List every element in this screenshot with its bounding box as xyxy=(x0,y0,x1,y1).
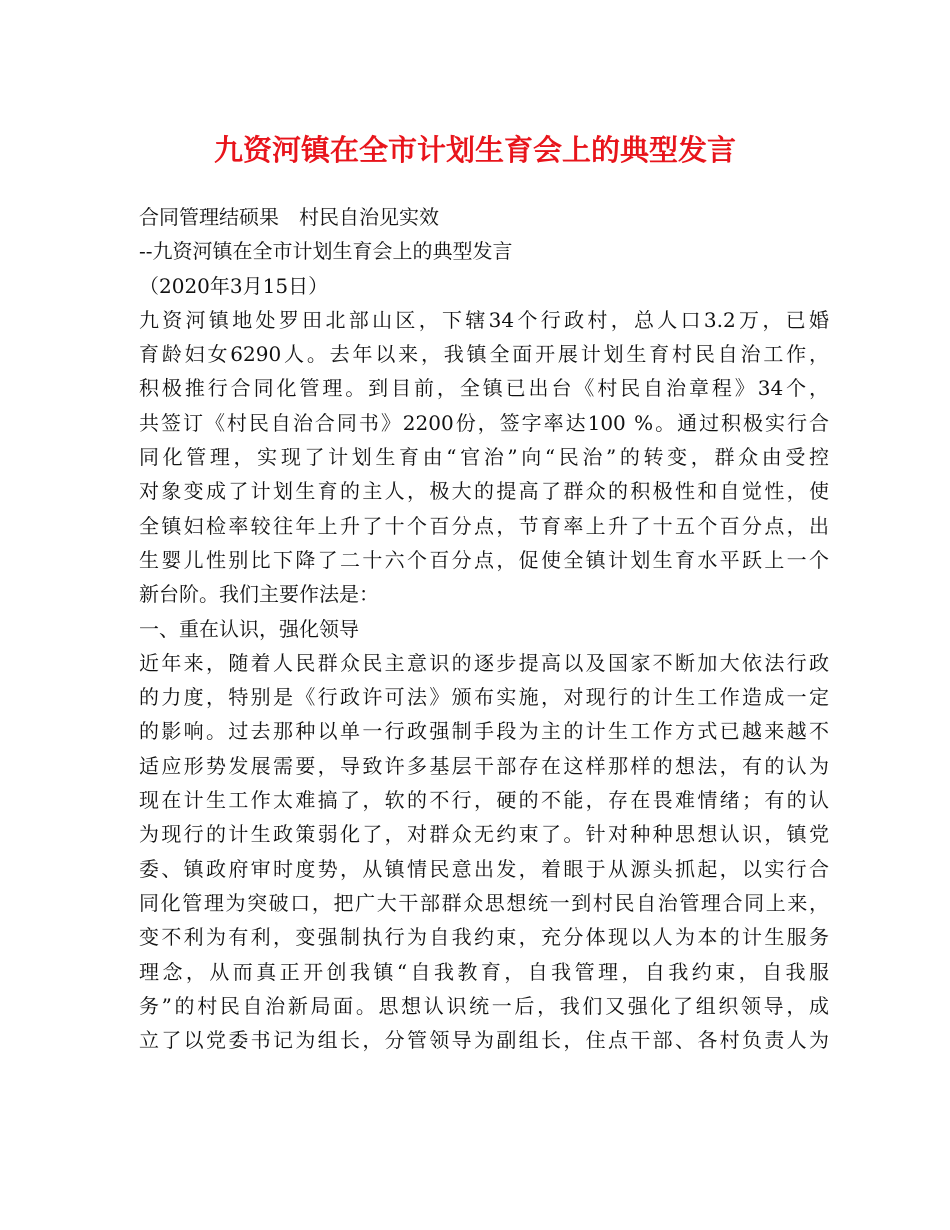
text-line: 对象变成了计划生育的主人，极大的提高了群众的积极性和自觉性，使 xyxy=(139,479,829,504)
text-line: --九资河镇在全市计划生育会上的典型发言 xyxy=(139,239,513,264)
text-line: 变不利为有利，变强制执行为自我约束，充分体现以人为本的计生服务 xyxy=(139,925,829,950)
text-line: 共签订《村民自治合同书》2200份，签字率达100 %。通过积极实行合 xyxy=(139,410,829,435)
text-line: 全镇妇检率较往年上升了十个百分点，节育率上升了十五个百分点，出 xyxy=(139,513,829,538)
text-line: 一、重在认识，强化领导 xyxy=(139,616,359,641)
text-line: 近年来，随着人民群众民主意识的逐步提高以及国家不断加大依法行政 xyxy=(139,650,829,675)
text-line: 育龄妇女6290人。去年以来，我镇全面开展计划生育村民自治工作， xyxy=(139,342,829,367)
text-line: 务”的村民自治新局面。思想认识统一后，我们又强化了组织领导，成 xyxy=(139,993,829,1018)
text-line: 积极推行合同化管理。到目前，全镇已出台《村民自治章程》34个， xyxy=(139,376,829,401)
text-line: 为现行的计生政策弱化了，对群众无约束了。针对种种思想认识，镇党 xyxy=(139,822,829,847)
text-line: 的影响。过去那种以单一行政强制手段为主的计生工作方式已越来越不 xyxy=(139,719,829,744)
text-line: 九资河镇地处罗田北部山区，下辖34个行政村，总人口3.2万，已婚 xyxy=(139,307,829,332)
text-line: 立了以党委书记为组长，分管领导为副组长，住点干部、各村负责人为 xyxy=(139,1028,829,1053)
text-line: 生婴儿性别比下降了二十六个百分点，促使全镇计划生育水平跃上一个 xyxy=(139,547,829,572)
text-line: 现在计生工作太难搞了，软的不行，硬的不能，存在畏难情绪；有的认 xyxy=(139,788,829,813)
document-body xyxy=(139,200,829,1057)
text-line: 同化管理，实现了计划生育由“官治”向“民治”的转变，群众由受控 xyxy=(139,445,829,470)
text-line: 委、镇政府审时度势，从镇情民意出发，着眼于从源头抓起，以实行合 xyxy=(139,856,829,881)
text-line: 新台阶。我们主要作法是： xyxy=(139,582,379,607)
text-line: 合同管理结硕果 村民自治见实效 xyxy=(139,205,439,229)
text-line: 理念，从而真正开创我镇“自我教育，自我管理，自我约束，自我服 xyxy=(139,959,829,984)
text-line: （2020年3月15日） xyxy=(139,273,329,298)
text-line: 同化管理为突破口，把广大干部群众思想统一到村民自治管理合同上来， xyxy=(139,890,829,915)
text-line: 的力度，特别是《行政许可法》颁布实施，对现行的计生工作造成一定 xyxy=(139,685,829,710)
document-title: 九资河镇在全市计划生育会上的典型发言 xyxy=(213,133,736,167)
text-line: 适应形势发展需要，导致许多基层干部存在这样那样的想法，有的认为 xyxy=(139,753,829,778)
